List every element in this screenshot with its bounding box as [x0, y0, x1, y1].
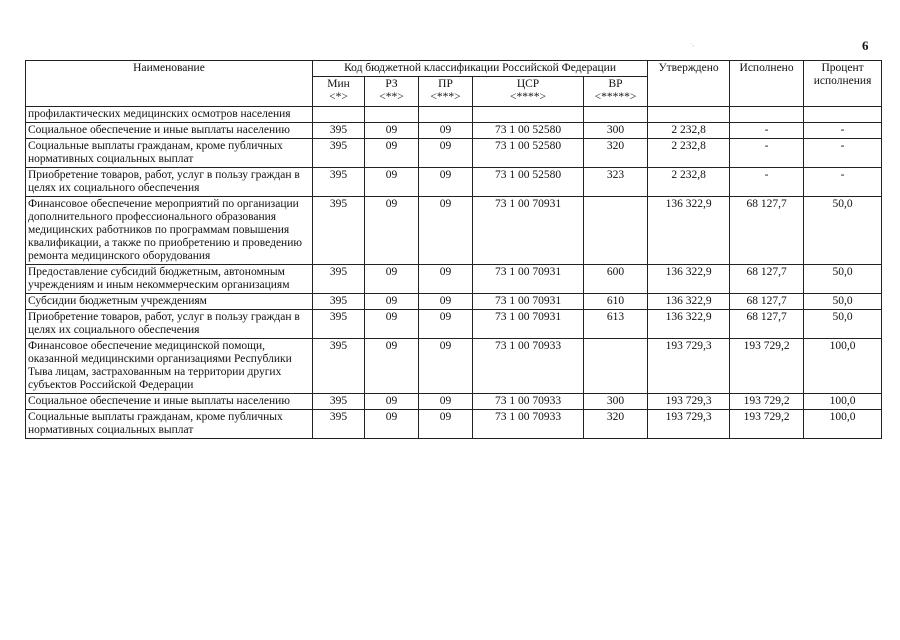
header-code-group: Код бюджетной классификации Российской Федерации	[313, 61, 648, 77]
cell-approved: 193 729,3	[648, 394, 730, 410]
cell-min: 395	[313, 139, 365, 168]
cell-min: 395	[313, 123, 365, 139]
table-row	[26, 394, 882, 410]
cell-name: Финансовое обеспечение медицинской помощи, оказанной медицинскими организациями Республики Тыва лицам, застрахованным на территории других субъектов Российской Федерации	[26, 339, 313, 394]
table-row	[26, 410, 882, 439]
cell-min: 395	[313, 197, 365, 265]
cell-percent: 100,0	[804, 410, 882, 439]
cell-rz: 09	[365, 123, 419, 139]
cell-name: Приобретение товаров, работ, услуг в пользу граждан в целях их социального обеспечения	[26, 310, 313, 339]
header-vr: ВР <*****>	[584, 77, 648, 107]
cell-pr: 09	[419, 123, 473, 139]
cell-name: Финансовое обеспечение мероприятий по организации дополнительного профессионального образования медицинских работников по программам повышения квалификации, а также по приобретению и проведению ремонта медицинского оборудования	[26, 197, 313, 265]
cell-rz: 09	[365, 310, 419, 339]
cell-percent: 100,0	[804, 394, 882, 410]
cell-min: 395	[313, 168, 365, 197]
table-row	[26, 168, 882, 197]
cell-pr: 09	[419, 410, 473, 439]
cell-pr: 09	[419, 168, 473, 197]
cell-executed: -	[730, 123, 804, 139]
cell-csr: 73 1 00 52580	[473, 123, 584, 139]
cell-rz: 09	[365, 394, 419, 410]
cell-rz: 09	[365, 294, 419, 310]
cell-percent: 50,0	[804, 265, 882, 294]
page-number: 6	[862, 38, 869, 53]
cell-executed: 193 729,2	[730, 339, 804, 394]
cell-executed: 68 127,7	[730, 197, 804, 265]
cell-csr: 73 1 00 70931	[473, 197, 584, 265]
cell-percent: -	[804, 139, 882, 168]
table-row	[26, 339, 882, 394]
cell-vr: 320	[584, 139, 648, 168]
cell-name: Субсидии бюджетным учреждениям	[26, 294, 313, 310]
cell-percent: -	[804, 168, 882, 197]
cell-csr: 73 1 00 52580	[473, 168, 584, 197]
header-csr: ЦСР <****>	[473, 77, 584, 107]
table-row	[26, 139, 882, 168]
cell-min: 395	[313, 294, 365, 310]
cell-name: Приобретение товаров, работ, услуг в пользу граждан в целях их социального обеспечения	[26, 168, 313, 197]
cell-executed: 193 729,2	[730, 394, 804, 410]
cell-vr: 300	[584, 394, 648, 410]
header-approved: Утверждено	[648, 61, 730, 107]
table-body	[26, 107, 882, 439]
cell-approved: 136 322,9	[648, 310, 730, 339]
header-executed: Исполнено	[730, 61, 804, 107]
cell-executed: -	[730, 139, 804, 168]
cell-csr: 73 1 00 70931	[473, 310, 584, 339]
cell-vr: 300	[584, 123, 648, 139]
table-row	[26, 123, 882, 139]
budget-table	[25, 60, 882, 439]
cell-csr: 73 1 00 70933	[473, 410, 584, 439]
cell-csr: 73 1 00 52580	[473, 139, 584, 168]
cell-percent: 100,0	[804, 339, 882, 394]
table-row	[26, 265, 882, 294]
cell-min: 395	[313, 394, 365, 410]
cell-pr: 09	[419, 139, 473, 168]
cell-approved: 193 729,3	[648, 339, 730, 394]
cell-name: Социальное обеспечение и иные выплаты населению	[26, 394, 313, 410]
cell-name: профилактических медицинских осмотров населения	[26, 107, 313, 123]
cell-percent: 50,0	[804, 310, 882, 339]
cell-csr	[473, 107, 584, 123]
cell-min: 395	[313, 410, 365, 439]
cell-csr: 73 1 00 70931	[473, 265, 584, 294]
cell-pr	[419, 107, 473, 123]
cell-pr: 09	[419, 294, 473, 310]
cell-pr: 09	[419, 339, 473, 394]
cell-name: Социальные выплаты гражданам, кроме публичных нормативных социальных выплат	[26, 410, 313, 439]
scan-speck: ·,	[690, 40, 695, 48]
table-row	[26, 294, 882, 310]
cell-rz: 09	[365, 410, 419, 439]
cell-vr: 323	[584, 168, 648, 197]
cell-approved: 193 729,3	[648, 410, 730, 439]
header-rz: РЗ <**>	[365, 77, 419, 107]
cell-approved: 136 322,9	[648, 265, 730, 294]
header-row-1	[26, 61, 882, 77]
cell-vr: 613	[584, 310, 648, 339]
cell-approved: 136 322,9	[648, 197, 730, 265]
cell-percent: 50,0	[804, 197, 882, 265]
cell-executed: 193 729,2	[730, 410, 804, 439]
cell-pr: 09	[419, 394, 473, 410]
cell-name: Социальные выплаты гражданам, кроме публичных нормативных социальных выплат	[26, 139, 313, 168]
cell-vr	[584, 339, 648, 394]
cell-approved	[648, 107, 730, 123]
cell-rz: 09	[365, 265, 419, 294]
cell-executed: -	[730, 168, 804, 197]
table-row	[26, 310, 882, 339]
cell-pr: 09	[419, 265, 473, 294]
cell-approved: 2 232,8	[648, 139, 730, 168]
cell-min: 395	[313, 265, 365, 294]
cell-pr: 09	[419, 197, 473, 265]
cell-csr: 73 1 00 70933	[473, 339, 584, 394]
cell-executed: 68 127,7	[730, 265, 804, 294]
cell-rz: 09	[365, 168, 419, 197]
cell-name: Социальное обеспечение и иные выплаты населению	[26, 123, 313, 139]
cell-approved: 2 232,8	[648, 168, 730, 197]
cell-rz: 09	[365, 139, 419, 168]
cell-csr: 73 1 00 70933	[473, 394, 584, 410]
header-percent: Процент исполнения	[804, 61, 882, 107]
cell-vr: 320	[584, 410, 648, 439]
cell-vr: 600	[584, 265, 648, 294]
cell-vr: 610	[584, 294, 648, 310]
cell-pr: 09	[419, 310, 473, 339]
cell-executed: 68 127,7	[730, 294, 804, 310]
table-row	[26, 107, 882, 123]
cell-rz: 09	[365, 197, 419, 265]
cell-min: 395	[313, 339, 365, 394]
cell-approved: 136 322,9	[648, 294, 730, 310]
cell-name: Предоставление субсидий бюджетным, автономным учреждениям и иным некоммерческим организациям	[26, 265, 313, 294]
table-row	[26, 197, 882, 265]
header-min: Мин <*>	[313, 77, 365, 107]
cell-min	[313, 107, 365, 123]
cell-percent	[804, 107, 882, 123]
cell-min: 395	[313, 310, 365, 339]
cell-vr	[584, 107, 648, 123]
cell-approved: 2 232,8	[648, 123, 730, 139]
cell-csr: 73 1 00 70931	[473, 294, 584, 310]
cell-rz	[365, 107, 419, 123]
header-name: Наименование	[26, 61, 313, 107]
cell-percent: -	[804, 123, 882, 139]
cell-executed: 68 127,7	[730, 310, 804, 339]
cell-rz: 09	[365, 339, 419, 394]
cell-percent: 50,0	[804, 294, 882, 310]
cell-executed	[730, 107, 804, 123]
header-pr: ПР <***>	[419, 77, 473, 107]
cell-vr	[584, 197, 648, 265]
